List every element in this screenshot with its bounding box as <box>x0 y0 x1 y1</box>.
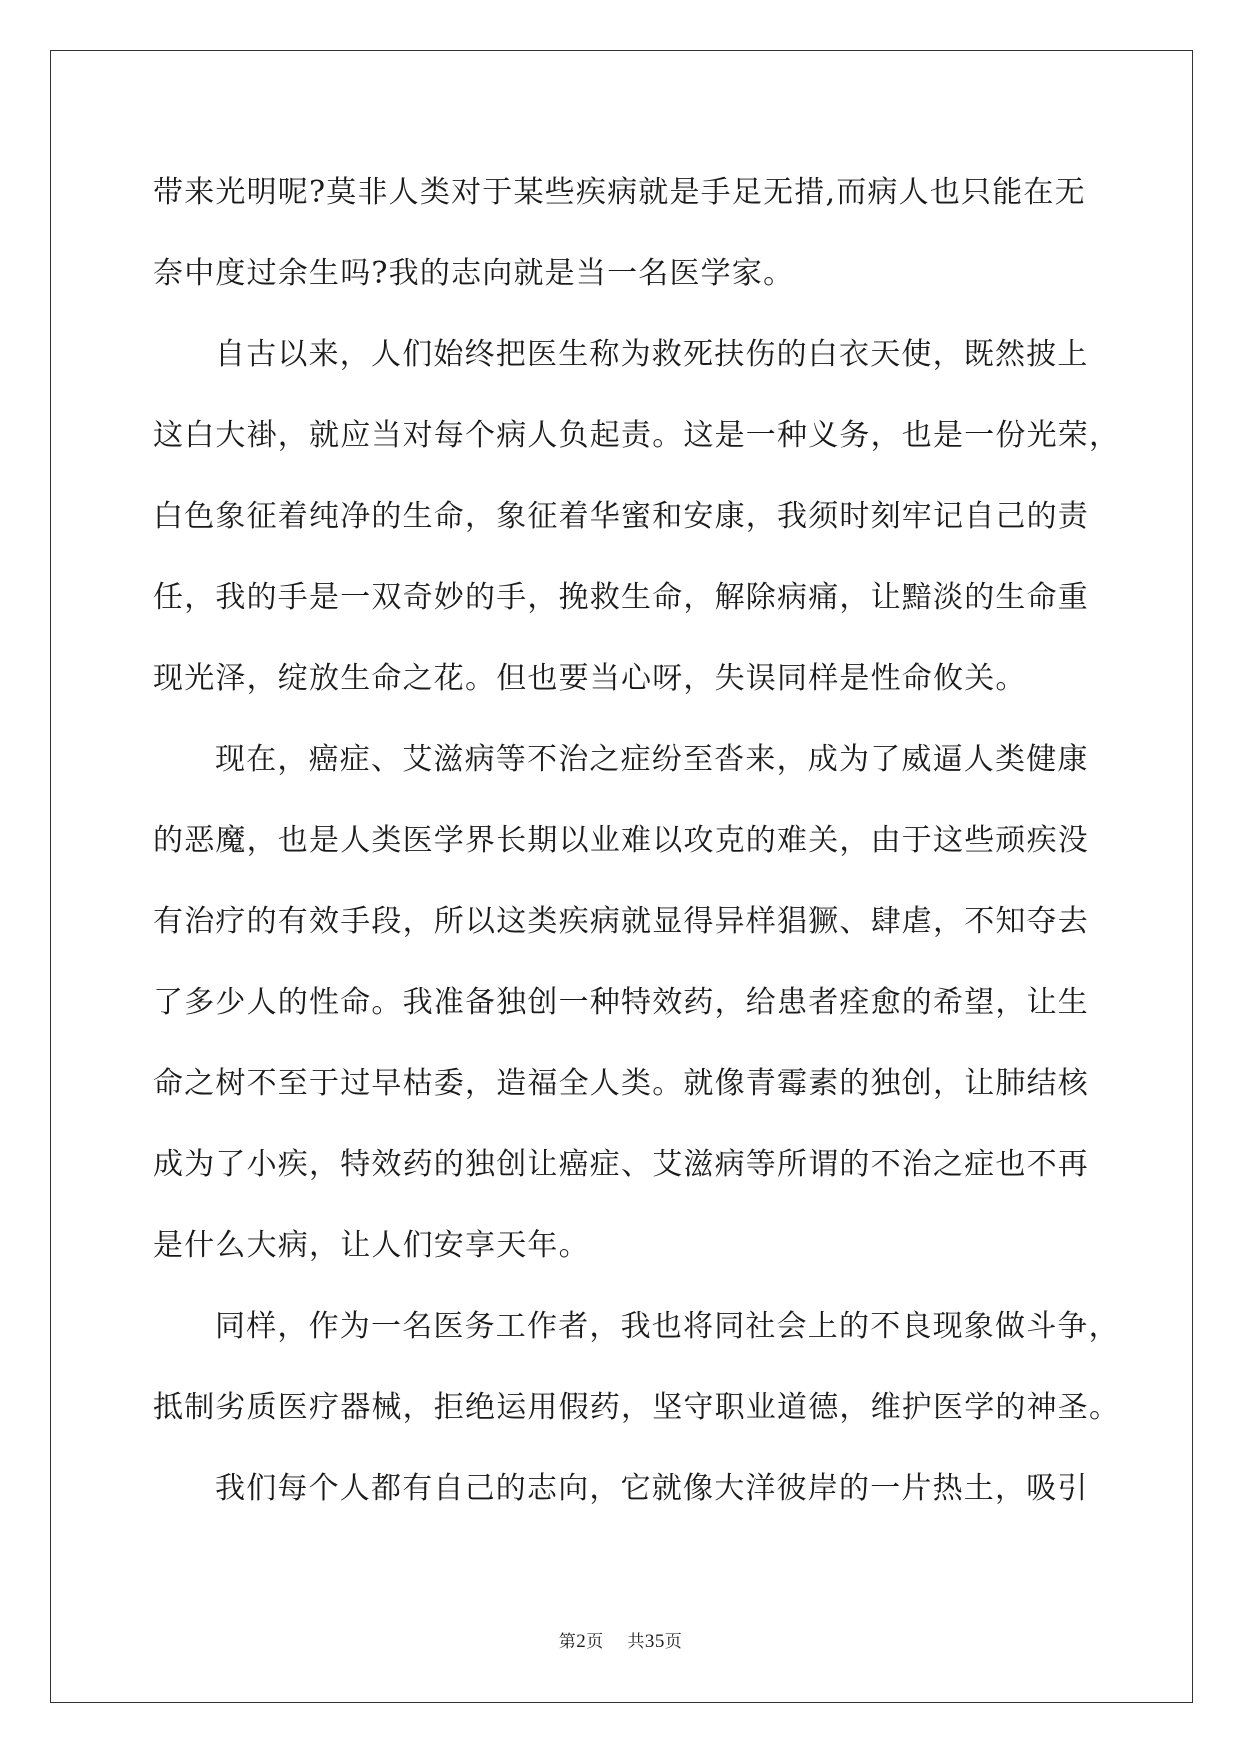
text-line: 现在，癌症、艾滋病等不治之症纷至沓来，成为了威逼人类健康 <box>215 742 1089 777</box>
total-pages: 35 <box>644 1631 665 1652</box>
page-number-suffix: 页 <box>586 1632 604 1652</box>
text-line: 同样，作为一名医务工作者，我也将同社会上的不良现象做斗争， <box>215 1309 1120 1344</box>
page-number-prefix: 第 <box>558 1632 577 1652</box>
text-line: 有治疗的有效手段，所以这类疾病就显得异样猖獗、肆虐，不知夺去 <box>153 904 1089 939</box>
page-number: 2 <box>576 1631 587 1652</box>
text-line: 是什么大病，让人们安享天年。 <box>153 1228 590 1263</box>
text-line: 命之树不至于过早枯委，造福全人类。就像青霉素的独创，让肺结核 <box>153 1066 1089 1101</box>
text-line: 带来光明呢?莫非人类对于某些疾病就是手足无措,而病人也只能在无 <box>153 175 1086 210</box>
text-line: 成为了小疾，特效药的独创让癌症、艾滋病等所谓的不治之症也不再 <box>153 1147 1089 1182</box>
text-line: 的恶魔，也是人类医学界长期以业难以攻克的难关，由于这些顽疾没 <box>153 823 1089 858</box>
text-line: 这白大褂，就应当对每个病人负起责。这是一种义务，也是一份光荣， <box>153 418 1121 453</box>
text-line: 我们每个人都有自己的志向，它就像大洋彼岸的一片热土，吸引 <box>215 1471 1089 1506</box>
text-line: 奈中度过余生吗?我的志向就是当一名医学家。 <box>153 256 795 291</box>
total-pages-prefix: 共 <box>627 1632 645 1652</box>
document-body <box>153 163 1121 1540</box>
total-pages-suffix: 页 <box>664 1632 683 1652</box>
text-line: 了多少人的性命。我准备独创一种特效药，给患者痊愈的希望，让生 <box>153 985 1089 1020</box>
page-footer <box>0 1627 1241 1653</box>
text-line: 白色象征着纯净的生命，象征着华蜜和安康，我须时刻牢记自己的责 <box>153 499 1089 534</box>
text-line: 自古以来，人们始终把医生称为救死扶伤的白衣天使，既然披上 <box>215 337 1089 372</box>
text-line: 抵制劣质医疗器械，拒绝运用假药，坚守职业道德，维护医学的神圣。 <box>153 1390 1121 1425</box>
text-line: 任，我的手是一双奇妙的手，挽救生命，解除病痛，让黯淡的生命重 <box>153 580 1089 615</box>
text-line: 现光泽，绽放生命之花。但也要当心呀，失误同样是性命攸关。 <box>153 661 1027 696</box>
